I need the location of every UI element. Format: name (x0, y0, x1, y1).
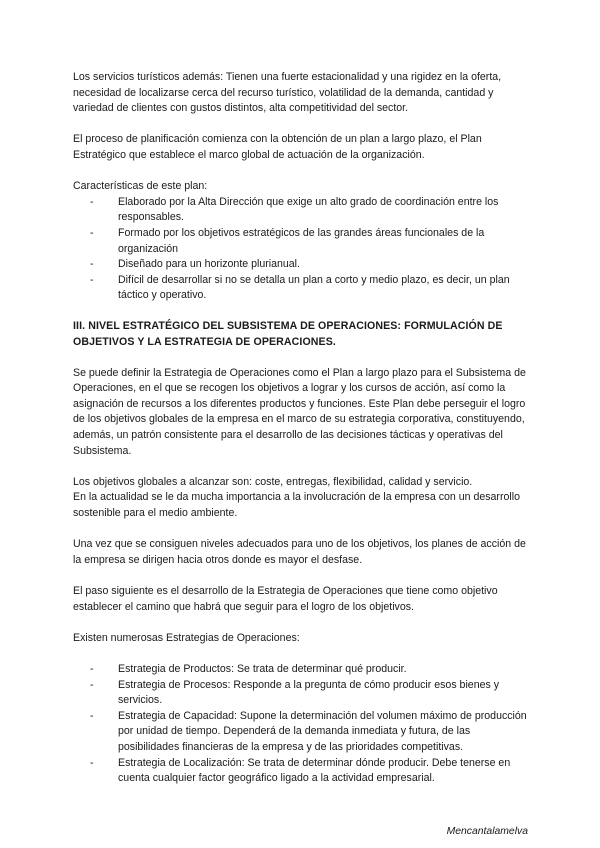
list-item-text: Diseñado para un horizonte plurianual. (118, 258, 300, 271)
list-item (73, 756, 528, 787)
footer-watermark: Mencantalamelva (446, 826, 528, 837)
paragraph-objective-levels: Una vez que se consiguen niveles adecuados para uno de los objetivos, los planes de acción de la empresa se dirigen hacia otros donde es mayor el desfase. (73, 538, 526, 566)
document-body (73, 70, 528, 787)
paragraph-tourism-services: Los servicios turísticos además: Tienen una fuerte estacionalidad y una rigidez en la oferta, necesidad de localizarse cerca del recurso turístico, volatilidad de la demanda, cantidad y variedad de clientes con gustos distintos, alta competitividad del sector. (73, 71, 502, 115)
list-item-text: Formado por los objetivos estratégicos de las grandes áreas funcionales de la organización (118, 226, 485, 255)
strategies-list (73, 662, 528, 787)
paragraph-plan-characteristics-intro: Características de este plan: (73, 180, 208, 193)
list-item (73, 678, 528, 709)
paragraph-planning-process: El proceso de planificación comienza con la obtención de un plan a largo plazo, el Plan Estratégico que establece el marco global de actuación de la organización. (73, 133, 482, 161)
dash-bullet: - (90, 226, 94, 239)
list-item-text: Estrategia de Procesos: Responde a la pregunta de cómo producir esos bienes y servicios. (118, 678, 500, 707)
list-item-text: Estrategia de Localización: Se trata de determinar dónde producir. Debe tenerse en cuenta cualquier factor geográfico ligado a la actividad empresarial. (118, 756, 511, 785)
dash-bullet: - (90, 258, 94, 271)
paragraph-operations-strategy-definition: Se puede definir la Estrategia de Operaciones como el Plan a largo plazo para el Subsistema de Operaciones, en el que se recogen los objetivos a lograr y los cursos de acción, así como la asignación de recursos a los diferentes productos y funciones. Este Plan debe perseguir el logro de los objetivos globales de la empresa en el marco de su estrategia corporativa, constituyendo, además, un patrón consistente para el desarrollo de las decisiones tácticas y operativas del Subsistema. (73, 366, 526, 457)
list-item-text: Estrategia de Productos: Se trata de determinar qué producir. (118, 662, 407, 675)
list-item (73, 273, 528, 304)
paragraph-sustainability: En la actualidad se le da mucha importancia a la involucración de la empresa con un desarrollo sostenible para el medio ambiente. (73, 491, 520, 520)
dash-bullet: - (90, 709, 94, 722)
list-item-text: Estrategia de Capacidad: Supone la determinación del volumen máximo de producción por unidad de tiempo. Dependerá de la demanda inmediata y futura, de las posibilidades financieras de la empresa y de las prioridades competitivas. (118, 709, 527, 753)
section-heading: III. NIVEL ESTRATÉGICO DEL SUBSISTEMA DE OPERACIONES: FORMULACIÓN DE OBJETIVOS Y LA ESTRATEGIA DE OPERACIONES. (73, 319, 503, 348)
paragraph-next-step: El paso siguiente es el desarrollo de la Estrategia de Operaciones que tiene como objetivo establecer el camino que habrá que seguir para el logro de los objetivos. (73, 585, 498, 613)
dash-bullet: - (90, 678, 94, 691)
dash-bullet: - (90, 662, 94, 675)
list-item (73, 709, 528, 756)
list-item (73, 226, 528, 257)
paragraph-strategies-intro: Existen numerosas Estrategias de Operaciones: (73, 631, 300, 644)
dash-bullet: - (90, 195, 94, 208)
list-item-text: Difícil de desarrollar si no se detalla un plan a corto y medio plazo, es decir, un plan táctico y operativo. (118, 273, 510, 302)
dash-bullet: - (90, 273, 94, 286)
list-item (73, 195, 528, 226)
list-item (73, 662, 528, 678)
list-item (73, 257, 528, 273)
paragraph-global-objectives: Los objetivos globales a alcanzar son: coste, entregas, flexibilidad, calidad y servicio. (73, 475, 473, 488)
dash-bullet: - (90, 756, 94, 769)
list-item-text: Elaborado por la Alta Dirección que exige un alto grado de coordinación entre los responsables. (118, 195, 499, 224)
plan-characteristics-list (73, 195, 528, 304)
